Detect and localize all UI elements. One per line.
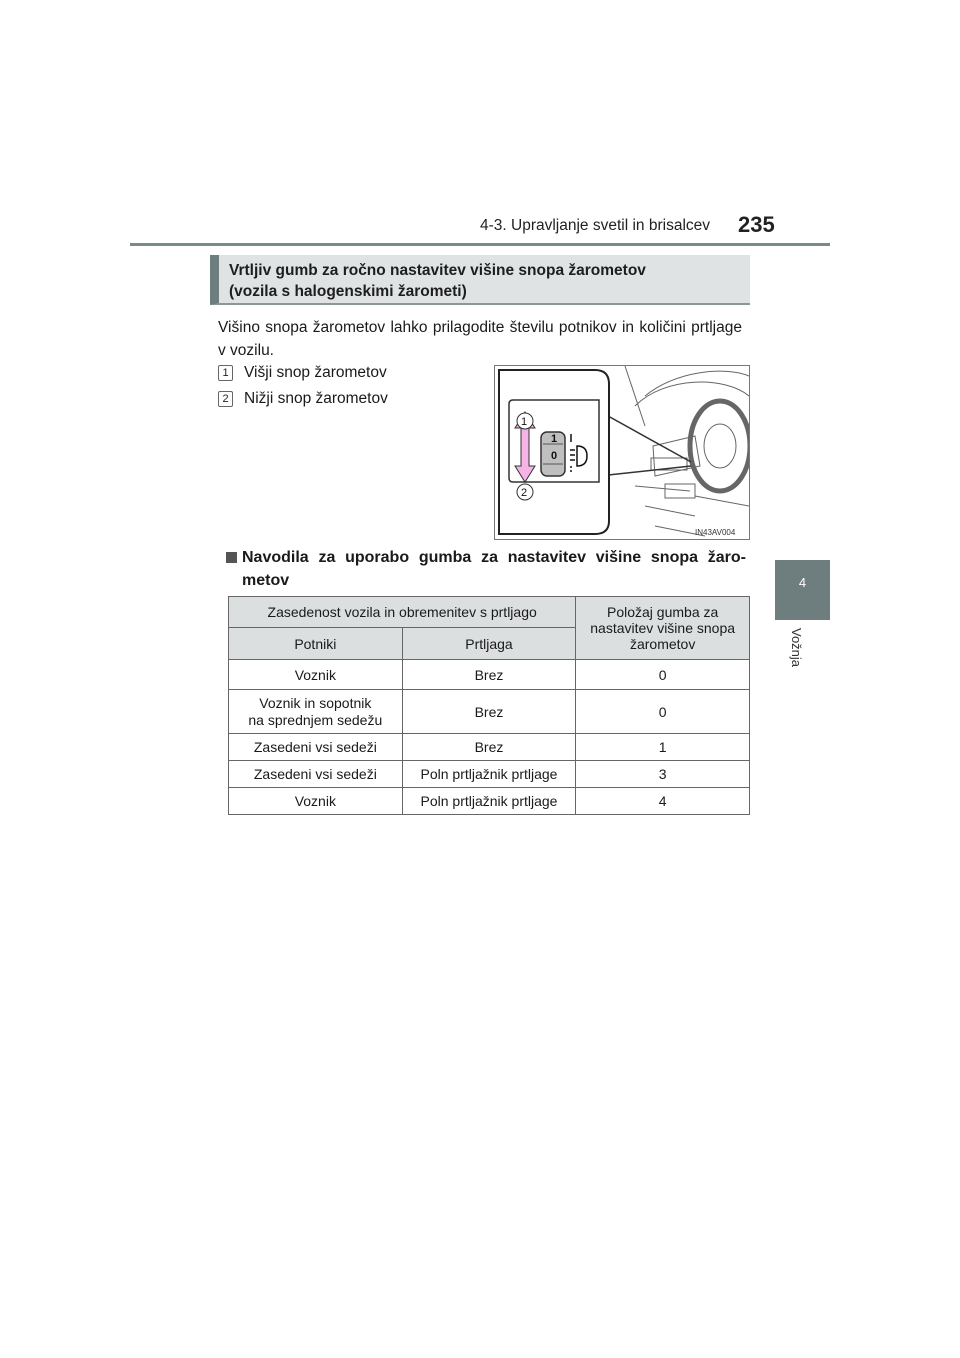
- section-heading-line2: (vozila s halogenskimi žarometi): [229, 283, 467, 300]
- cell-passengers: [229, 690, 403, 734]
- dashboard-sketch: [625, 366, 749, 536]
- cell-position: 0: [576, 690, 750, 734]
- chapter-tab: 4: [775, 560, 830, 620]
- table-header-dial-position: Položaj gumba za nastavitev višine snopa žarometov: [576, 597, 750, 660]
- cell-passengers: Zasedeni vsi sedeži: [229, 734, 403, 761]
- cell-luggage: Brez: [402, 734, 576, 761]
- cell-luggage: Poln prtljažnik prtljage: [402, 788, 576, 815]
- cell-luggage: Poln prtljažnik prtljage: [402, 761, 576, 788]
- illustration-code: IN43AV004: [695, 528, 736, 537]
- cell-passengers: Voznik: [229, 660, 403, 690]
- dial-mark-top: 1: [551, 433, 558, 445]
- table-group-header: Zasedenost vozila in obremenitev s prtljago: [229, 597, 576, 628]
- dial-mark-mid: 0: [551, 450, 558, 462]
- leveling-table: [228, 596, 750, 815]
- intro-paragraph: Višino snopa žarometov lahko prilagodite številu potnikov in količini prtljage v vozilu.: [218, 319, 742, 359]
- cell-luggage: Brez: [402, 690, 576, 734]
- page-number: 235: [738, 212, 775, 237]
- list-item-text: Nižji snop žarometov: [244, 390, 388, 407]
- cell-position: 0: [576, 660, 750, 690]
- table-row: [229, 761, 750, 788]
- cell-line: na sprednjem sedežu: [248, 711, 383, 728]
- header-rule: [130, 243, 830, 246]
- table-row: [229, 788, 750, 815]
- table-row: [229, 690, 750, 734]
- section-heading: [210, 255, 750, 305]
- table-row: [229, 734, 750, 761]
- table-header-luggage: Prtljaga: [402, 628, 576, 660]
- callout-label-2: 2: [521, 487, 528, 499]
- table-header-row: [229, 597, 750, 628]
- cell-position: 3: [576, 761, 750, 788]
- table-header-passengers: Potniki: [229, 628, 403, 660]
- running-header-section: 4-3. Upravljanje svetil in brisalcev: [480, 217, 711, 234]
- cell-passengers: Voznik: [229, 788, 403, 815]
- cell-position: 1: [576, 734, 750, 761]
- bullet-square-icon: [226, 552, 237, 563]
- chapter-label: [786, 628, 826, 688]
- illustration-drawing: [495, 366, 749, 539]
- number-badge: 1: [218, 365, 233, 381]
- callout-label-1: 1: [521, 416, 528, 428]
- list-item-text: Višji snop žarometov: [244, 364, 387, 381]
- chapter-label-text: Vožnja: [789, 628, 804, 668]
- list-item-lower-beam: [218, 390, 388, 408]
- section-heading-line1: Vrtljiv gumb za ročno nastavitev višine snopa žarometov: [229, 262, 646, 279]
- cell-passengers: Zasedeni vsi sedeži: [229, 761, 403, 788]
- cell-luggage: Brez: [402, 660, 576, 690]
- leveling-dial-illustration: [494, 365, 750, 540]
- cell-position: 4: [576, 788, 750, 815]
- subsection-heading-text: Navodila za uporabo gumba za nastavitev višine snopa žaro-metov: [242, 549, 746, 589]
- number-badge: 2: [218, 391, 233, 407]
- list-item-higher-beam: [218, 364, 387, 382]
- callout-line-top: [599, 411, 691, 462]
- cell-line: Voznik in sopotnik: [259, 694, 372, 711]
- table-row: [229, 660, 750, 690]
- subsection-heading: [226, 546, 746, 592]
